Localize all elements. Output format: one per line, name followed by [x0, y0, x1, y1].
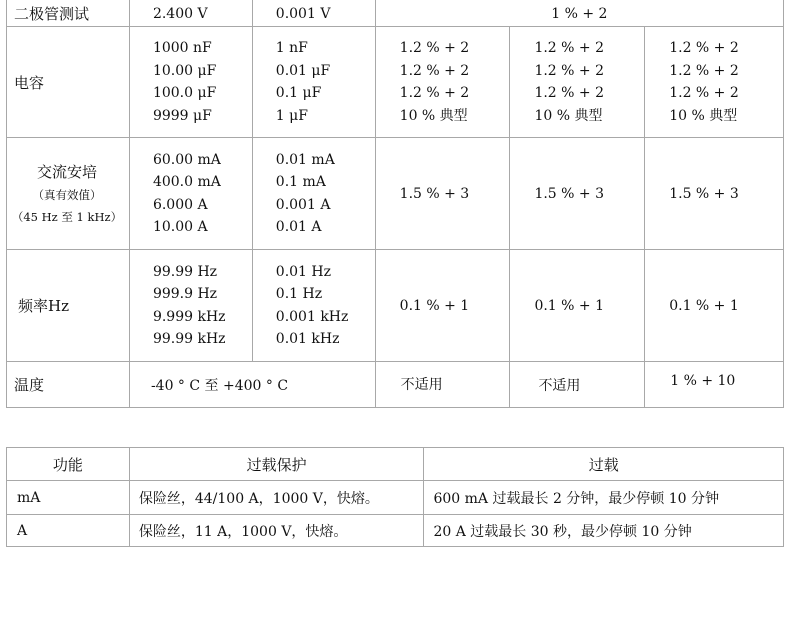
resolution-cell: 0.001 V: [252, 0, 375, 27]
accuracy-value: 1.2 % + 2: [399, 40, 470, 56]
range-value: 400.0 mA: [152, 174, 221, 190]
accuracy-value: 10 % 典型: [534, 107, 603, 124]
resolution-cell: [252, 250, 375, 362]
accuracy-value: 1.2 % + 2: [534, 40, 604, 56]
function-cell: mA: [7, 481, 130, 515]
accuracy-value: 1.2 % + 2: [534, 85, 604, 101]
resolution-value: 0.1 μF: [275, 85, 322, 101]
accuracy-cell: [645, 27, 784, 138]
range-value: 6.000 A: [152, 196, 208, 213]
resolution-value: 0.01 A: [275, 219, 322, 235]
function-cell: A: [7, 515, 130, 547]
overload-cell: 600 mA 过载最长 2 分钟，最少停顿 10 分钟: [424, 481, 784, 515]
range-value: 1000 nF: [152, 40, 212, 56]
range-cell: 2.400 V: [129, 0, 252, 27]
column-header: 过载保护: [129, 448, 424, 481]
protection-table: [6, 447, 784, 547]
resolution-cell: [252, 27, 375, 138]
resolution-value: 0.01 Hz: [275, 263, 332, 280]
function-label: 电容: [7, 27, 130, 138]
range-value: 10.00 μF: [152, 62, 217, 79]
range-cell: -40 ° C 至 +400 ° C: [129, 362, 375, 408]
overload-cell: 20 A 过载最长 30 秒，最少停顿 10 分钟: [424, 515, 784, 547]
table-row-ac-amps: [7, 138, 784, 250]
function-label: 二极管测试: [7, 0, 130, 27]
accuracy-cell: 1 % + 2: [375, 0, 783, 27]
table-row-temperature: [7, 362, 784, 408]
protection-cell: 保险丝，11 A，1000 V，快熔。: [129, 515, 424, 547]
spec-table: [6, 0, 784, 408]
accuracy-value: 10 % 典型: [669, 107, 738, 124]
function-label: 温度: [7, 362, 130, 408]
table-row: [7, 515, 784, 547]
range-value: 100.0 μF: [152, 85, 217, 101]
accuracy-value: 1.2 % + 2: [669, 62, 739, 79]
column-header: 过载: [424, 448, 784, 481]
accuracy-value: 1.2 % + 2: [399, 62, 470, 79]
range-value: 10.00 A: [152, 219, 208, 235]
table-row-capacitance: [7, 27, 784, 138]
resolution-value: 1 μF: [275, 107, 308, 124]
range-cell: [129, 27, 252, 138]
range-value: 99.99 Hz: [152, 263, 218, 280]
resolution-value: 0.1 Hz: [275, 286, 323, 302]
protection-cell: 保险丝，44/100 A，1000 V，快熔。: [129, 481, 424, 515]
resolution-cell: [252, 138, 375, 250]
accuracy-value: 1.2 % + 2: [669, 85, 739, 101]
accuracy-cell: [375, 27, 510, 138]
resolution-value: 0.1 mA: [275, 174, 326, 190]
accuracy-cell: 不适用: [375, 362, 510, 408]
accuracy-value: 1.2 % + 2: [669, 40, 739, 56]
resolution-value: 1 nF: [275, 40, 308, 56]
function-label-main: 交流安培: [36, 162, 97, 181]
table-header-row: [7, 448, 784, 481]
accuracy-cell: 0.1 % + 1: [510, 250, 645, 362]
resolution-value: 0.001 A: [275, 196, 331, 213]
accuracy-value: 1.2 % + 2: [399, 85, 470, 101]
function-label: [7, 138, 130, 250]
range-value: 9999 μF: [152, 107, 212, 124]
function-label-note: （45 Hz 至 1 kHz）: [11, 209, 123, 224]
accuracy-cell: 1.5 % + 3: [375, 138, 510, 250]
column-header: 功能: [7, 448, 130, 481]
accuracy-cell: 0.1 % + 1: [645, 250, 784, 362]
range-value: 99.99 kHz: [152, 331, 226, 347]
function-label: 频率Hz: [7, 250, 130, 362]
accuracy-cell: 不适用: [510, 362, 645, 408]
range-value: 60.00 mA: [152, 151, 221, 168]
table-row-frequency: [7, 250, 784, 362]
resolution-value: 0.01 kHz: [275, 331, 340, 347]
accuracy-cell: 1.5 % + 3: [645, 138, 784, 250]
range-value: 999.9 Hz: [152, 286, 218, 302]
accuracy-value: 10 % 典型: [399, 107, 468, 124]
range-cell: [129, 250, 252, 362]
accuracy-cell: 0.1 % + 1: [375, 250, 510, 362]
resolution-value: 0.01 mA: [275, 151, 335, 168]
accuracy-cell: 1 % + 10: [645, 362, 784, 408]
table-row-diode: [7, 0, 784, 27]
resolution-value: 0.01 μF: [275, 62, 331, 79]
accuracy-cell: [510, 27, 645, 138]
resolution-value: 0.001 kHz: [275, 308, 349, 325]
accuracy-value: 1.2 % + 2: [534, 62, 604, 79]
range-cell: [129, 138, 252, 250]
range-value: 9.999 kHz: [152, 308, 226, 325]
accuracy-cell: 1.5 % + 3: [510, 138, 645, 250]
table-row: [7, 481, 784, 515]
function-label-note: （真有效值）: [32, 187, 102, 202]
